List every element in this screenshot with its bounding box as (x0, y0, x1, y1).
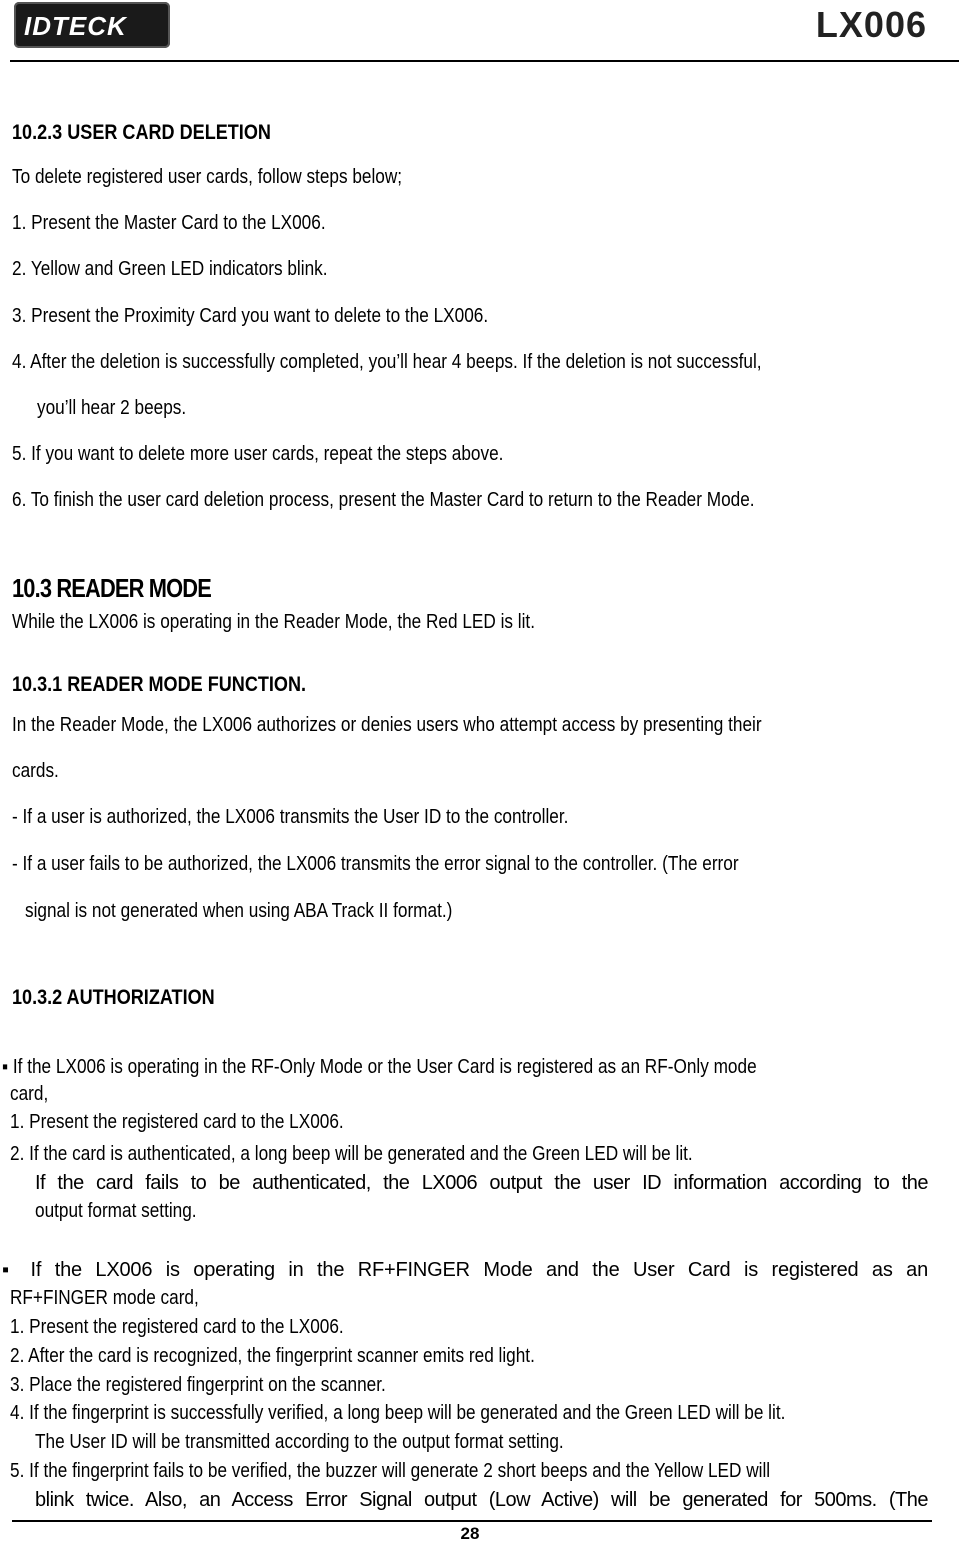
header-divider (10, 60, 959, 62)
rf-finger-step-4-cont: The User ID will be transmitted according to the output format setting. (35, 1431, 564, 1453)
rf-finger-step-5: 5. If the fingerprint fails to be verified, the buzzer will generate 2 short beeps and the Yellow LED will (10, 1460, 771, 1482)
rf-only-bullet: ▪ If the LX006 is operating in the RF-Only Mode or the User Card is registered as an RF-Only mode (2, 1056, 757, 1078)
reader-function-para: In the Reader Mode, the LX006 authorizes or denies users who attempt access by presenting their (12, 714, 762, 736)
rf-only-step-1: 1. Present the registered card to the LX006. (10, 1111, 344, 1133)
footer-divider (12, 1520, 932, 1522)
deletion-step-3: 3. Present the Proximity Card you want to delete to the LX006. (12, 305, 489, 327)
section-heading-10-3-1: 10.3.1 READER MODE FUNCTION. (12, 673, 307, 696)
deletion-step-5: 5. If you want to delete more user cards, repeat the steps above. (12, 443, 504, 465)
section-heading-10-2-3: 10.2.3 USER CARD DELETION (12, 121, 271, 144)
page-number: 28 (460, 1524, 480, 1543)
rf-finger-step-3: 3. Place the registered fingerprint on the scanner. (10, 1374, 386, 1396)
reader-mode-text: While the LX006 is operating in the Reader Mode, the Red LED is lit. (12, 611, 535, 633)
reader-function-para-cont: cards. (12, 760, 59, 782)
rf-only-fail-note: If the card fails to be authenticated, the LX006 output the user ID information according to the (35, 1172, 928, 1194)
model-title: LX006 (815, 4, 927, 45)
rf-finger-bullet-cont: RF+FINGER mode card, (10, 1287, 199, 1309)
rf-finger-step-4: 4. If the fingerprint is successfully verified, a long beep will be generated and the Green LED will be lit. (10, 1402, 786, 1424)
idteck-logo: IDTECK (14, 2, 170, 48)
deletion-step-6: 6. To finish the user card deletion process, present the Master Card to return to the Reader Mode. (12, 489, 755, 511)
rf-only-step-2: 2. If the card is authenticated, a long beep will be generated and the Green LED will be lit. (10, 1143, 693, 1165)
deletion-step-4-cont: you’ll hear 2 beeps. (37, 397, 187, 419)
rf-finger-bullet: ▪ If the LX006 is operating in the RF+FINGER Mode and the User Card is registered as an (2, 1259, 928, 1281)
unauthorized-bullet-cont: signal is not generated when using ABA Track II format.) (25, 900, 453, 922)
rf-only-fail-note-cont: output format setting. (35, 1200, 197, 1222)
deletion-step-2: 2. Yellow and Green LED indicators blink. (12, 258, 328, 280)
rf-finger-step-5-cont: blink twice. Also, an Access Error Signal output (Low Active) will be generated for 500ms. (The (35, 1489, 928, 1511)
unauthorized-bullet: - If a user fails to be authorized, the LX006 transmits the error signal to the controller. (The error (12, 853, 739, 875)
deletion-step-1: 1. Present the Master Card to the LX006. (12, 212, 326, 234)
authorized-bullet: - If a user is authorized, the LX006 transmits the User ID to the controller. (12, 806, 569, 828)
rf-finger-step-2: 2. After the card is recognized, the fingerprint scanner emits red light. (10, 1345, 535, 1367)
deletion-step-4: 4. After the deletion is successfully completed, you’ll hear 4 beeps. If the deletion is not successful, (12, 351, 762, 373)
rf-only-bullet-cont: card, (10, 1083, 49, 1105)
section-heading-10-3-2: 10.3.2 AUTHORIZATION (12, 986, 215, 1009)
rf-finger-step-1: 1. Present the registered card to the LX006. (10, 1316, 344, 1338)
section-heading-10-3: 10.3 READER MODE (12, 573, 211, 603)
deletion-intro: To delete registered user cards, follow steps below; (12, 166, 403, 188)
